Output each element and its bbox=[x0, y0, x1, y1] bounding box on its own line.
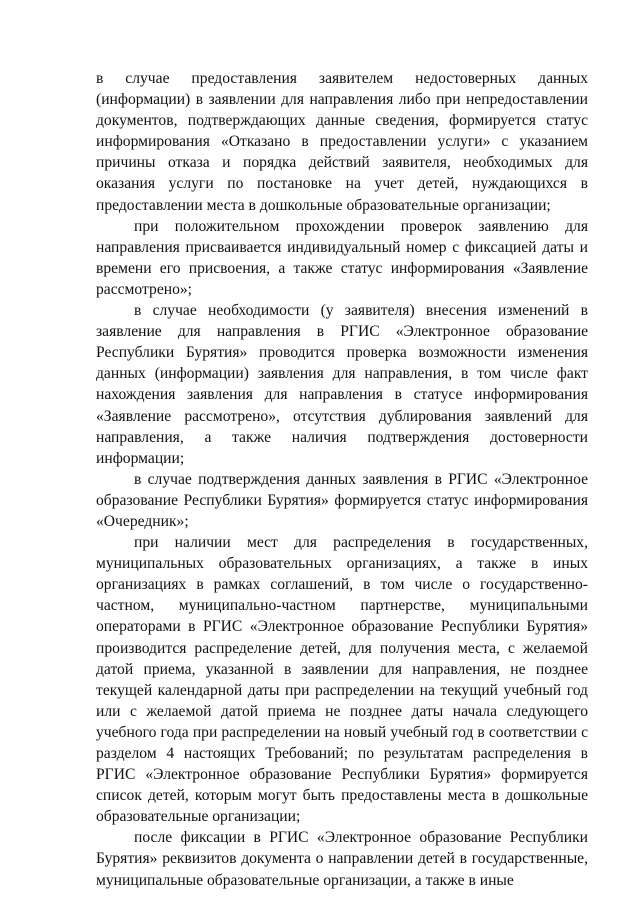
paragraph-referral-fixation: после фиксации в РГИС «Электронное образование Республики Бурятия» реквизитов документа о направлении детей в государственные, муниципальные образовательные организации, а также в иные bbox=[96, 829, 588, 889]
paragraph-individual-number: при положительном прохождении проверок заявлению для направления присваивается индивидуальный номер с фиксацией даты и времени его присвоения, а также статус информирования «Заявление рассмотрено»; bbox=[96, 217, 588, 298]
document-body bbox=[96, 68, 588, 891]
paragraph-queue-status: в случае подтверждения данных заявления в РГИС «Электронное образование Республики Бурятия» формируется статус информирования «Очередник»; bbox=[96, 470, 588, 530]
paragraph-distribution: при наличии мест для распределения в государственных, муниципальных образовательных организациях, а также в иных организациях в рамках соглашений, в том числе о государственно-частном, муниципально-частном партнерстве, муниципальными операторами в РГИС «Электронное образование Республики Бурятия» производится распределение детей, для получения места, с желаемой датой приема, указанной в заявлении для направления, не позднее текущей календарной даты при распределении на текущий учебный год или с желаемой датой приема не позднее даты начала следующего учебного года при распределении на новый учебный год в соответствии с разделом 4 настоящих Требований; по результатам распределения в РГИС «Электронное образование Республики Бурятия» формируется список детей, которым могут быть предоставлены места в дошкольные образовательные организации; bbox=[96, 534, 588, 826]
paragraph-changes-check: в случае необходимости (у заявителя) внесения изменений в заявление для направления в РГИС «Электронное образование Республики Бурятия» проводится проверка возможности изменения данных (информации) заявления для направления, в том числе факт нахождения заявления для направления в статусе информирования «Заявление рассмотрено», отсутствия дублирования заявлений для направления, а также наличия подтверждения достоверности информации; bbox=[96, 302, 588, 467]
paragraph-refusal-status: в случае предоставления заявителем недостоверных данных (информации) в заявлении для направления либо при непредоставлении документов, подтверждающих данные сведения, формируется статус информирования «Отказано в предоставлении услуги» с указанием причины отказа и порядка действий заявителя, необходимых для оказания услуги по постановке на учет детей, нуждающихся в предоставлении места в дошкольные образовательные организации; bbox=[96, 70, 588, 214]
